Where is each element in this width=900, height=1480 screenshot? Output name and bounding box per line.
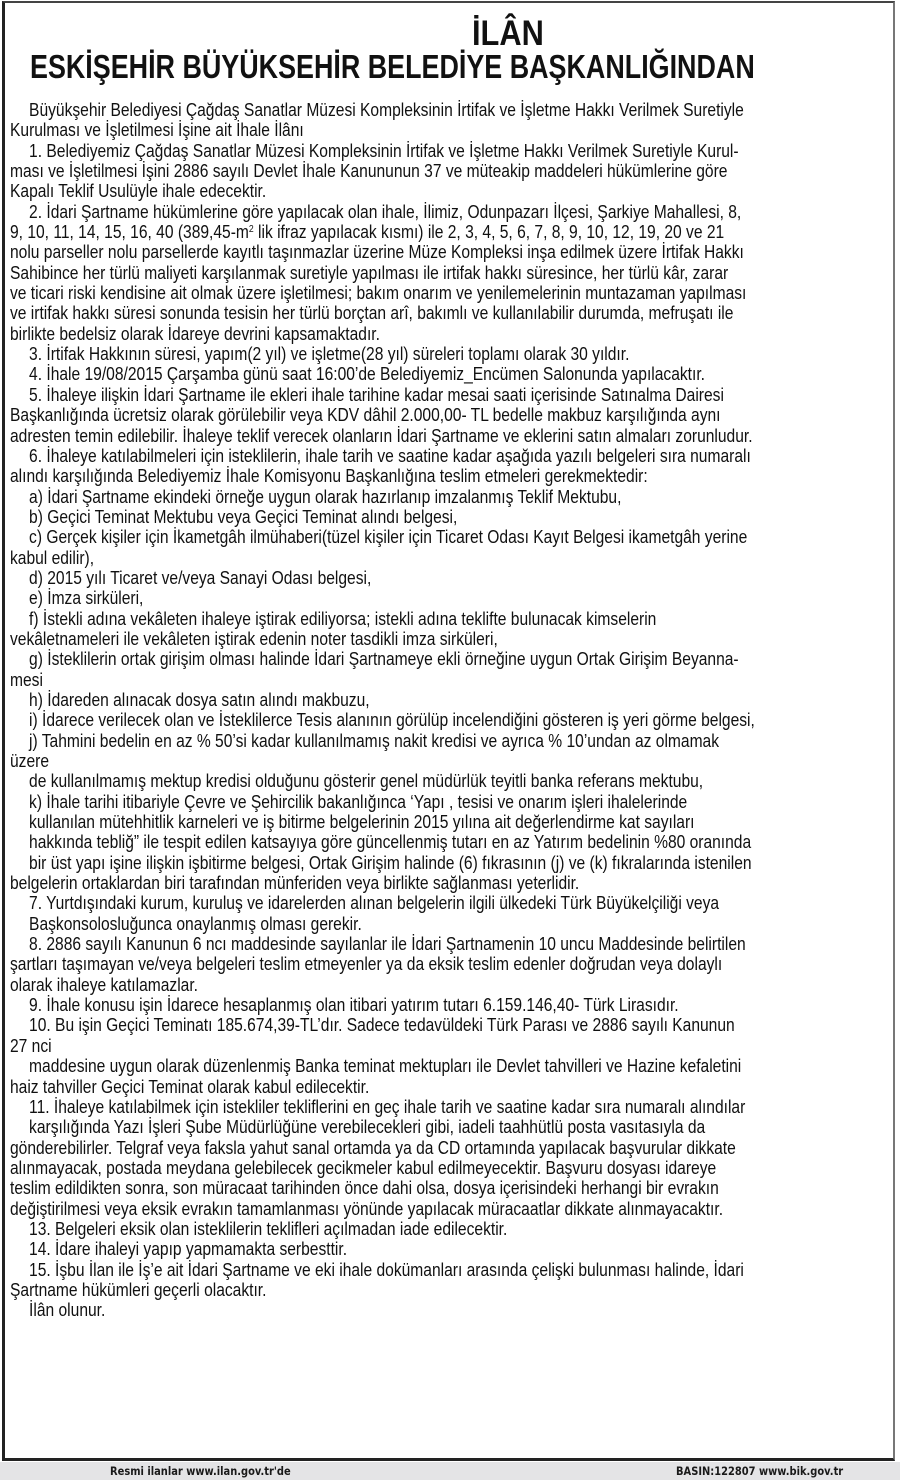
clause-5: 5. İhaleye ilişkin İdari Şartname ile ekleri ihale tarihine kadar mesai saati içerisinde Satınalma Dairesi	[29, 384, 724, 405]
sub-item-f: f) İstekli adına vekâleten ihaleye iştirak ediliyorsa; istekli adına teklifte bulunacak kimselerin	[29, 608, 657, 629]
sub-item-j-cont: üzere	[10, 751, 49, 771]
clause-5-cont: Başkanlığında ücretsiz olarak görülebilir veya KDV dâhil 2.000,00- TL bedelle makbuz karşılığında aynı	[10, 405, 721, 426]
clause-10-cont: maddesine uygun olarak düzenlenmiş Banka teminat mektupları ile Devlet tahvilleri ve Hazine kefaletini	[29, 1056, 742, 1077]
sub-item-k-cont: kullanılan mütehhitlik karneleri ve iş bitirme belgelerinin 2015 yılına ait değerlendirme kat sayıları	[29, 812, 695, 833]
clause-10-cont: 27 nci	[10, 1035, 52, 1056]
clause-2-cont	[10, 222, 772, 242]
sub-item-b: b) Geçici Teminat Mektubu veya Geçici Teminat alındı belgesi,	[29, 506, 458, 527]
clause-3: 3. İrtifak Hakkının süresi, yapım(2 yıl) ve işletme(28 yıl) süreleri toplamı olarak 30 yıldır.	[29, 344, 630, 365]
clause-15-cont: Şartname hükümleri geçerli olacaktır.	[10, 1279, 267, 1300]
clause-10: 10. Bu işin Geçici Teminatı 185.674,39-TL’dır. Sadece tedavüldeki Türk Parası ve 2886 sayılı Kanunun	[29, 1015, 735, 1036]
sub-item-g: g) İsteklilerin ortak girişim olması halinde İdari Şartnameye ekli örneğine uygun Ortak Girişim Beyanna-	[29, 649, 739, 670]
clause-5-cont: adresten temin edilebilir. İhaleye teklif verecek olanların İdari Şartname ve eklerini satın almaları zorunludur.	[10, 425, 753, 446]
text-fragment: 9, 10, 11, 14, 15, 16, 40 (389,45-m	[10, 222, 249, 243]
clause-8-cont: şartları taşımayan ve/veya belgeleri teslim etmeyenler ya da eksik teslim edenler doğrudan veya dolaylı	[10, 954, 723, 975]
footer-ilan-link[interactable]: Resmi ilanlar www.ilan.gov.tr'de	[110, 1464, 291, 1478]
clause-7-cont: Başkonsolosluğunca onaylanmış olması gerekir.	[29, 913, 362, 934]
clause-2-cont: birlikte bedelsiz olarak İdareye devrini kapsamaktadır.	[10, 323, 380, 344]
clause-11-cont: değiştirilmesi veya eksik evrakın tamamlanması yönünde yapılacak müracaatlar dikkate alınmayacaktır.	[10, 1198, 724, 1219]
clause-7: 7. Yurtdışındaki kurum, kuruluş ve idarelerden alınan belgelerin ilgili ülkedeki Türk Büyükelçiliği veya	[29, 893, 720, 914]
clause-2-cont: ve ticari riski kendisine ait olmak üzere işletilmesi; bakım onarım ve yenilemelerinin muntazaman yapılması	[10, 283, 747, 304]
clause-13: 13. Belgeleri eksik olan isteklilerin teklifleri açılmadan iade edilecektir.	[29, 1218, 508, 1239]
clause-10-cont: haiz tahviller Geçici Teminat olarak kabul edilecektir.	[10, 1076, 370, 1097]
clause-2-cont: Sahibince her türlü maliyeti karşılanmak suretiyle yapılması ile irtifak hakkı süresince, her türlü kâr, zarar	[10, 262, 729, 283]
clause-4: 4. İhale 19/08/2015 Çarşamba günü saat 16:00’de Belediyemiz_Encümen Salonunda yapılacaktır.	[29, 364, 705, 385]
sub-item-k-cont: belgelerin ortaklardan biri tarafından münferiden veya birlikte sağlanması yeterlidir.	[10, 873, 580, 894]
sub-item-c-cont: kabul edilir),	[10, 547, 95, 568]
clause-8-cont: olarak ihaleye katılamazlar.	[10, 974, 199, 995]
sub-item-d: d) 2015 yılı Ticaret ve/veya Sanayi Odası belgesi,	[29, 567, 372, 588]
clause-9: 9. İhale konusu işin İdarece hesaplanmış olan itibari yatırım tutarı 6.159.146,40- Türk Lirasıdır.	[29, 995, 679, 1016]
sub-item-e: e) İmza sirküleri,	[29, 588, 144, 609]
clause-1-cont: ması ve İşletilmesi İşini 2886 sayılı Devlet İhale Kanununun 37 ve müteakip maddeleri hükümlerine göre	[10, 161, 728, 182]
notice-title: İLÂN	[472, 14, 544, 53]
clause-11-cont: gönderebilirler. Telgraf veya faksla yahut sanal ortamda ya da CD ortamında yapılacak başvurular dikkate	[10, 1137, 736, 1158]
clause-2-cont: ve irtifak hakkı süresi sonunda tesisin her türlü borçtan arî, bakımlı ve kullanılabilir durumda, mefruşatı ile	[10, 303, 734, 324]
clause-6-cont: alındı karşılığında Belediyemiz İhale Komisyonu Başkanlığına teslim etmeleri gerekmektedir:	[10, 466, 648, 487]
notice-body	[10, 100, 890, 1321]
clause-1-cont: Kapalı Teklif Usulüyle ihale edecektir.	[10, 181, 267, 202]
sub-item-j-cont: de kullanılmamış mektup kredisi olduğunu gösterir genel müdürlük teyitli banka referans mektubu,	[29, 771, 704, 792]
sub-item-a: a) İdari Şartname ekindeki örneğe uygun olarak hazırlanıp imzalanmış Teklif Mektubu,	[29, 486, 622, 507]
superscript-2: 2	[248, 224, 254, 236]
sub-item-k: k) İhale tarihi itibariyle Çevre ve Şehircilik bakanlığınca ‘Yapı , tesisi ve onarım işleri ihalelerinde	[29, 791, 688, 812]
clause-14: 14. İdare ihaleyi yapıp yapmamakta serbesttir.	[29, 1239, 348, 1260]
sub-item-j: j) Tahmini bedelin en az % 50’si kadar kullanılmamış nakit kredisi ve ayrıca % 10’undan az olmamak	[29, 730, 720, 751]
sub-item-i: i) İdarece verilecek olan ve İsteklilerce Tesis alanının görülüp incelendiğini gösteren iş yeri görme belgesi,	[29, 710, 755, 731]
clause-6: 6. İhaleye katılabilmeleri için isteklilerin, ihale tarih ve saatine kadar aşağıda yazılı belgeleri sıra numaralı	[29, 445, 751, 466]
intro-line: Kurulması ve İşletilmesi İşine ait İhale İlânı	[10, 120, 304, 141]
clause-11-cont: teslim edildikten sonra, son müracaat tarihinden önce dahi olsa, dosya içerisindeki herhangi bir evrakın	[10, 1178, 719, 1199]
sub-item-k-cont: hakkında tebliğ” ile tespit edilen katsayıya göre güncellenmiş tutarı en az Yatırım bedelinin %80 oranında	[29, 832, 752, 853]
intro-line: Büyükşehir Belediyesi Çağdaş Sanatlar Müzesi Kompleksinin İrtifak ve İşletme Hakkı Verilmek Suretiyle	[29, 100, 744, 120]
sub-item-c: c) Gerçek kişiler için İkametgâh ilmühaberi(tüzel kişiler için Ticaret Odası Kayıt Belgesi ikametgâh yerine	[29, 527, 748, 548]
clause-11: 11. İhaleye katılabilmek için istekliler tekliflerini en geç ihale tarih ve saatine kadar sıra numaralı alındılar	[29, 1096, 746, 1117]
clause-2: 2. İdari Şartname hükümlerine göre yapılacak olan ihale, İlimiz, Odunpazarı İlçesi, Şarkiye Mahallesi, 8,	[29, 201, 742, 222]
clause-11-cont: karşılığında Yazı İşleri Şube Müdürlüğüne verebilecekleri gibi, iadeli taahhütlü posta vasıtasıyla da	[29, 1117, 706, 1138]
clause-2-cont: nolu parseller nolu parsellerde kayıtlı taşınmazlar üzerine Müze Kompleksi inşa edilmek üzere İrtifak Hakkı	[10, 242, 744, 263]
text-fragment: lik ifraz yapılacak kısmı) ile 2, 3, 4, 5, 6, 7, 8, 9, 10, 12, 19, 20 ve 21	[253, 222, 725, 243]
sub-item-g-cont: mesi	[10, 669, 43, 690]
sub-item-k-cont: bir üst yapı işine ilişkin işbitirme belgesi, Ortak Girişim halinde (6) fıkrasının (j) ve (k) fıkralarında istenilen	[29, 852, 752, 873]
clause-8: 8. 2886 sayılı Kanunun 6 ncı maddesinde sayılanlar ile İdari Şartnamenin 10 uncu Maddesinde belirtilen	[29, 934, 746, 955]
footer-basin-ref[interactable]: BASIN:122807 www.bik.gov.tr	[676, 1464, 844, 1478]
clause-11-cont: alınmayacak, postada meydana gelebilecek gecikmeler kabul edilmeyecektir. Başvuru dosyası idareye	[10, 1157, 717, 1178]
clause-15: 15. İşbu İlan ile İş’e ait İdari Şartname ve eki ihale dokümanları arasında çelişki bulunması halinde, İdari	[29, 1259, 744, 1280]
footer-band	[0, 1462, 900, 1480]
notice-issuer: ESKİŞEHİR BÜYÜKSEHİR BELEDİYE BAŞKANLIĞINDAN	[30, 48, 755, 85]
sub-item-h: h) İdareden alınacak dosya satın alındı makbuzu,	[29, 689, 370, 710]
clause-1: 1. Belediyemiz Çağdaş Sanatlar Müzesi Kompleksinin İrtifak ve İşletme Hakkı Verilmek Suretiyle Kurul-	[29, 140, 739, 161]
closing-line: İlân olunur.	[29, 1300, 106, 1321]
sub-item-f-cont: vekâletnameleri ile vekâleten iştirak edenin noter tasdikli imza sirküleri,	[10, 628, 498, 649]
